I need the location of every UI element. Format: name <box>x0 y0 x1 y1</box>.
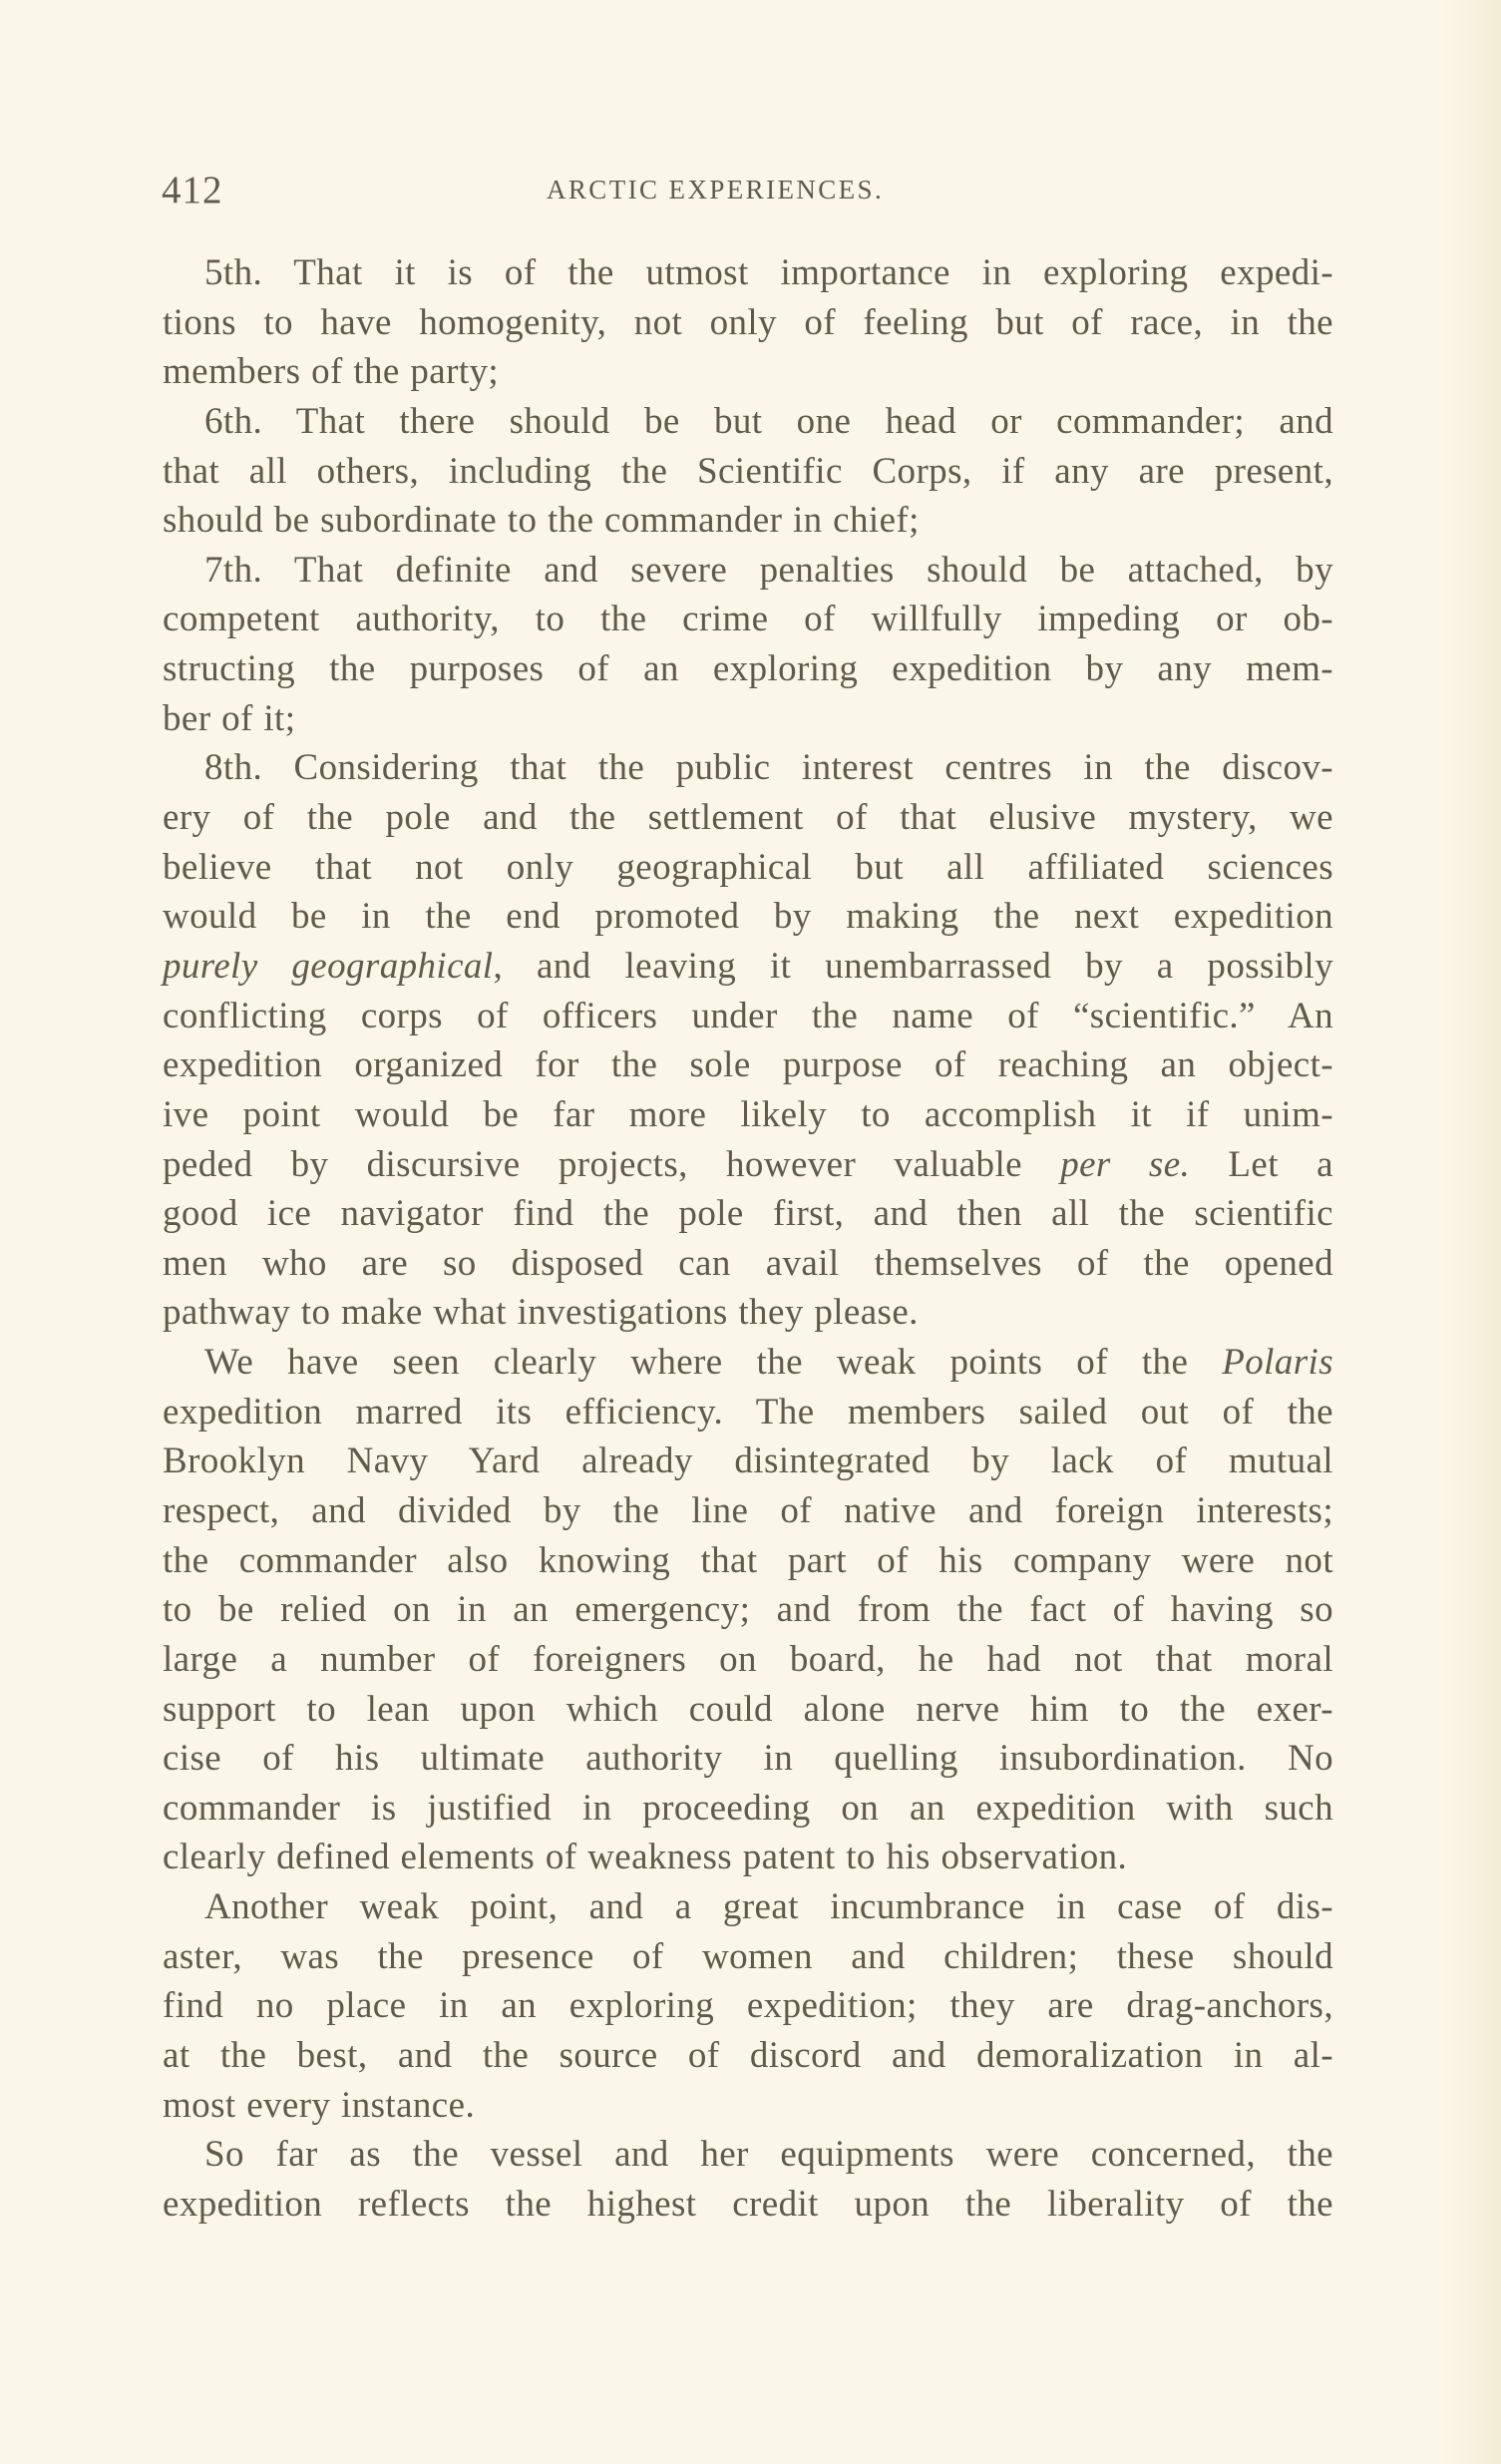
text-line: respect, and divided by the line of native and foreign interests; <box>163 1490 1333 1531</box>
text-line: members of the party; <box>163 351 500 393</box>
text-line: would be in the end promoted by making the next expedition <box>163 896 1333 938</box>
text-line: commander is justified in proceeding on an expedition with such <box>163 1787 1333 1829</box>
text-line: clearly defined elements of weakness patent to his observation. <box>163 1837 1128 1878</box>
text-line: ive point would be far more likely to accomplish it if unim- <box>163 1093 1333 1135</box>
text-span: peded by discursive projects, however valuable <box>163 1143 1061 1185</box>
text-line: So far as the vessel and her equipments were concerned, the <box>204 2134 1333 2176</box>
text-line: find no place in an exploring expedition; they are drag-anchors, <box>163 1985 1333 2027</box>
text-line: structing the purposes of an exploring expedition by any mem- <box>163 648 1333 690</box>
text-line: at the best, and the source of discord and demoralization in al- <box>163 2035 1333 2077</box>
text-line: expedition organized for the sole purpose of reaching an object- <box>163 1044 1333 1086</box>
text-line: good ice navigator find the pole first, and then all the scientific <box>163 1193 1333 1235</box>
text-span: , and leaving it unembarrassed by a possibly <box>493 945 1333 987</box>
text-line: conflicting corps of officers under the name of “scientific.” An <box>163 995 1333 1036</box>
text-line <box>163 1143 1333 1187</box>
text-line: tions to have homogenity, not only of feeling but of race, in the <box>163 301 1333 343</box>
text-line: that all others, including the Scientific Corps, if any are present, <box>163 450 1333 492</box>
text-line: the commander also knowing that part of his company were not <box>163 1539 1333 1581</box>
text-line: Another weak point, and a great incumbrance in case of dis- <box>204 1886 1333 1928</box>
text-line <box>163 945 1333 989</box>
text-line: 7th. That definite and severe penalties should be attached, by <box>204 549 1333 591</box>
text-line: 5th. That it is of the utmost importance in exploring expedi- <box>204 252 1333 293</box>
text-line: should be subordinate to the commander in chief; <box>163 500 920 542</box>
text-line: 8th. Considering that the public interest centres in the discov- <box>204 747 1333 789</box>
text-line: cise of his ultimate authority in quelling insubordination. No <box>163 1738 1333 1780</box>
text-line: ery of the pole and the settlement of that elusive mystery, we <box>163 797 1333 839</box>
text-line: competent authority, to the crime of willfully impeding or ob- <box>163 599 1333 640</box>
text-span: We have seen clearly where the weak points of the <box>204 1342 1223 1384</box>
text-line: 6th. That there should be but one head or commander; and <box>204 400 1333 442</box>
text-line: large a number of foreigners on board, he had not that moral <box>163 1638 1333 1680</box>
text-line: most every instance. <box>163 2084 476 2126</box>
text-line: Brooklyn Navy Yard already disintegrated by lack of mutual <box>163 1440 1333 1482</box>
text-line: pathway to make what investigations they please. <box>163 1292 919 1334</box>
text-span: Let a <box>1190 1143 1333 1185</box>
italic-emphasis: per se. <box>1060 1143 1191 1185</box>
text-line: expedition reflects the highest credit upon the liberality of the <box>163 2183 1333 2225</box>
text-line: support to lean upon which could alone nerve him to the exer- <box>163 1688 1333 1730</box>
page-number: 412 <box>162 169 223 211</box>
italic-emphasis: purely geographical <box>163 945 494 987</box>
running-head-title: ARCTIC EXPERIENCES. <box>547 175 885 205</box>
text-line: to be relied on in an emergency; and from the fact of having so <box>163 1589 1333 1631</box>
text-line: expedition marred its efficiency. The members sailed out of the <box>163 1391 1333 1433</box>
text-line: believe that not only geographical but all affiliated sciences <box>163 846 1333 888</box>
text-line: aster, was the presence of women and children; these should <box>163 1935 1333 1977</box>
italic-emphasis: Polaris <box>1222 1342 1333 1384</box>
text-line: men who are so disposed can avail themselves of the opened <box>163 1242 1333 1284</box>
text-line: ber of it; <box>163 697 296 739</box>
text-line <box>204 1341 1333 1385</box>
